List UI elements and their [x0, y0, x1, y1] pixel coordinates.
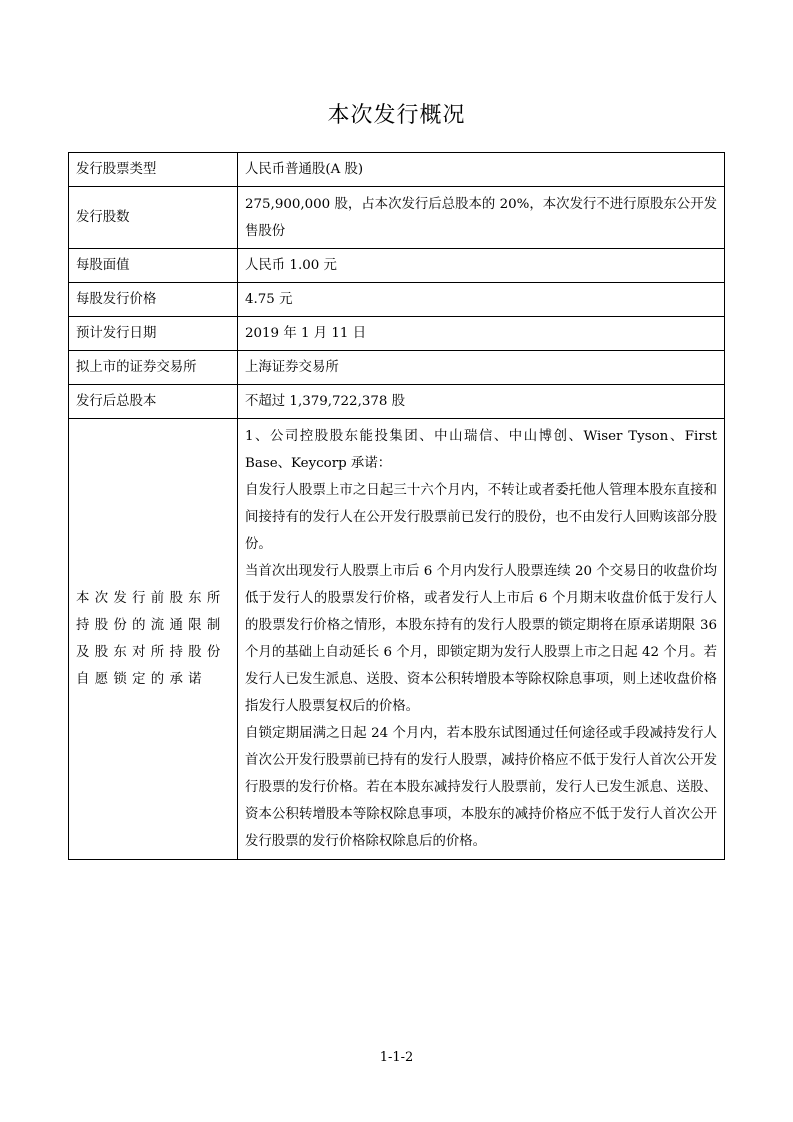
paragraph: 当首次出现发行人股票上市后 6 个月内发行人股票连续 20 个交易日的收盘价均低于发行人的股票发行价格，或者发行人上市后 6 个月期末收盘价低于发行人的股票发行价格之情形，本股东持有的发行人股票的锁定期将在原承诺期限 36 个月的基础上自动延长 6 个月，即锁定期为发行人股票上市之日起 42 个月。若发行人已发生派息、送股、资本公积转增股本等除权除息事项，则上述收盘价格指发行人股票复权后的价格。 — [245, 564, 717, 714]
paragraph: 自发行人股票上市之日起三十六个月内，不转让或者委托他人管理本股东直接和间接持有的发行人在公开发行股票前已发行的股份，也不由发行人回购该部分股份。 — [245, 483, 717, 552]
row-value: 275,900,000 股，占本次发行后总股本的 20%，本次发行不进行原股东公开发售股份 — [238, 187, 725, 249]
table-row — [69, 283, 725, 317]
row-label: 本次发行前股东所持股份的流通限制及股东对所持股份自愿锁定的承诺 — [69, 419, 238, 860]
row-label: 预计发行日期 — [69, 317, 238, 351]
paragraph: 1、公司控股股东能投集团、中山瑞信、中山博创、Wiser Tyson、First Base、Keycorp 承诺： — [245, 429, 717, 471]
row-label: 发行股数 — [69, 187, 238, 249]
row-label: 发行股票类型 — [69, 153, 238, 187]
row-label: 每股面值 — [69, 249, 238, 283]
table-row — [69, 249, 725, 283]
lockup-commitment — [238, 419, 725, 860]
table-row — [69, 153, 725, 187]
row-label: 发行后总股本 — [69, 385, 238, 419]
table-row — [69, 351, 725, 385]
table-row — [69, 385, 725, 419]
paragraph: 自锁定期届满之日起 24 个月内，若本股东试图通过任何途径或手段减持发行人首次公开发行股票前已持有的发行人股票，减持价格应不低于发行人首次公开发行股票的发行价格。若在本股东减持发行人股票前，发行人已发生派息、送股、资本公积转增股本等除权除息事项，本股东的减持价格应不低于发行人首次公开发行股票的发行价格除权除息后的价格。 — [245, 726, 717, 849]
page-title: 本次发行概况 — [327, 103, 466, 128]
row-value: 人民币普通股(A 股) — [238, 153, 725, 187]
row-value: 人民币 1.00 元 — [238, 249, 725, 283]
table-row — [69, 187, 725, 249]
row-label: 拟上市的证券交易所 — [69, 351, 238, 385]
table-row — [69, 317, 725, 351]
page-number: 1-1-2 — [379, 1050, 414, 1065]
table-row-lockup — [69, 419, 725, 860]
row-value: 4.75 元 — [238, 283, 725, 317]
offering-overview-table — [68, 152, 725, 860]
row-value: 上海证券交易所 — [238, 351, 725, 385]
row-label: 每股发行价格 — [69, 283, 238, 317]
row-value: 2019 年 1 月 11 日 — [238, 317, 725, 351]
row-value: 不超过 1,379,722,378 股 — [238, 385, 725, 419]
